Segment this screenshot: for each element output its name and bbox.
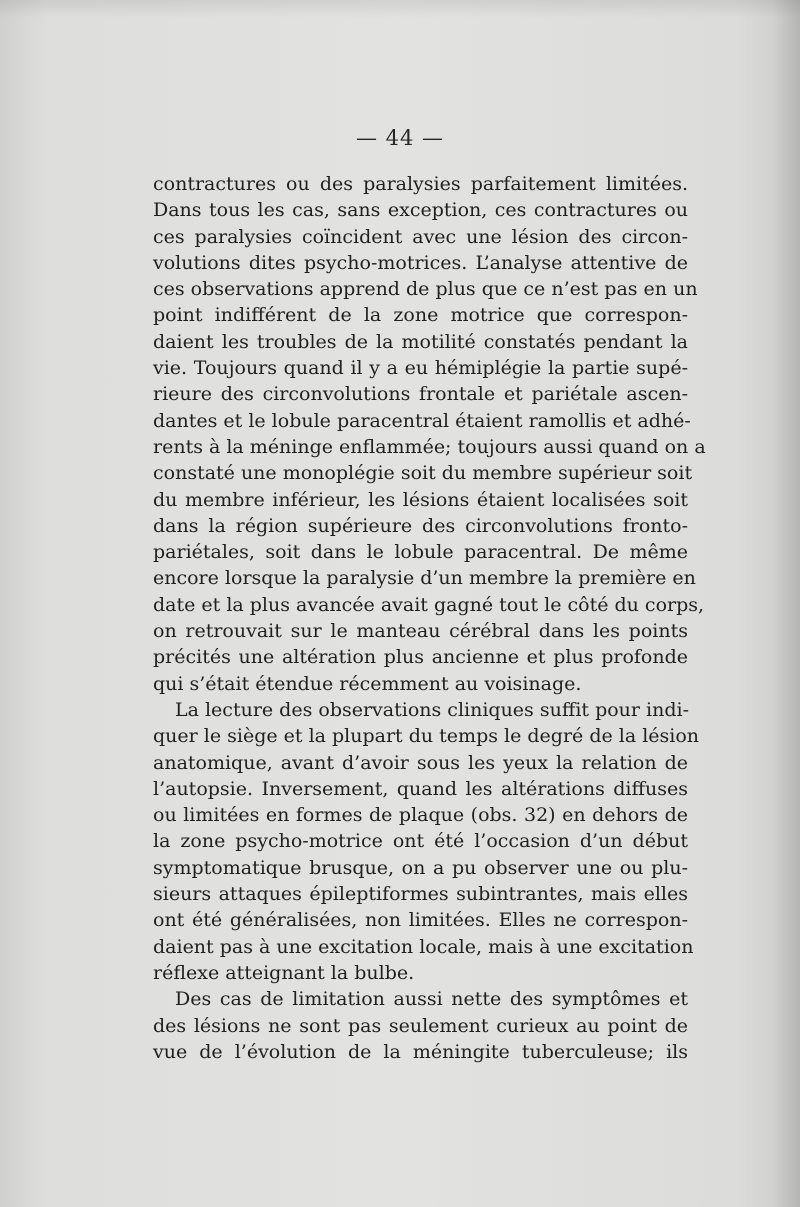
page-edge-shadow [772,0,800,1207]
text-line: rents à la méninge enflammée; toujours aussi quand on a [153,435,706,458]
text-line: La lecture des observations cliniques suffit pour indi- [175,698,690,721]
text-line: encore lorsque la paralysie d’un membre la première en [153,567,696,590]
text-line: la zone psycho-motrice ont été l’occasion d’un début [153,830,688,853]
text-line: précités une altération plus ancienne et plus profonde [153,646,688,669]
text-line: l’autopsie. Inversement, quand les altérations diffuses [153,777,688,800]
text-line: constaté une monoplégie soit du membre supérieur soit [153,462,693,485]
text-line: pariétales, soit dans le lobule paracentral. De même [153,541,688,564]
text-line: daient les troubles de la motilité constatés pendant la [153,330,688,353]
text-line: des lésions ne sont pas seulement curieux au point de [153,1014,688,1037]
text-line: rieure des circonvolutions frontale et pariétale ascen- [153,383,688,406]
text-line: date et la plus avancée avait gagné tout le côté du corps, [153,593,705,616]
text-line: ont été généralisées, non limitées. Elles ne correspon- [153,909,688,932]
text-line: dans la région supérieure des circonvolutions fronto- [153,514,688,537]
text-line: daient pas à une excitation locale, mais à une excitation [153,935,694,958]
text-line: on retrouvait sur le manteau cérébral dans les points [153,620,688,643]
text-line: vue de l’évolution de la méningite tuberculeuse; ils [153,1040,688,1063]
text-line: Dans tous les cas, sans exception, ces contractures ou [153,199,688,222]
text-line: ces observations apprend de plus que ce n’est pas en un [153,278,698,301]
text-line: du membre inférieur, les lésions étaient localisées soit [153,488,688,511]
page-top-shadow [0,0,800,18]
text-line: sieurs attaques épileptiformes subintrantes, mais elles [153,883,688,906]
text-line: contractures ou des paralysies parfaitement limitées. [153,173,688,195]
text-line: anatomique, avant d’avoir sous les yeux la relation de [153,751,688,774]
text-line: quer le siège et la plupart du temps le degré de la lésion [153,725,700,748]
text-line: ou limitées en formes de plaque (obs. 32) en dehors de [153,804,688,827]
text-line: volutions dites psycho-motrices. L’analyse attentive de [153,251,688,274]
page-number: — 44 — [355,126,445,150]
text-line: symptomatique brusque, on a pu observer une ou plu- [153,856,688,879]
text-line: Des cas de limitation aussi nette des symptômes et [175,988,688,1011]
text-line: vie. Toujours quand il y a eu hémiplégie la partie supé- [153,357,688,380]
text-line: point indifférent de la zone motrice que correspon- [153,304,688,327]
body-text [153,171,706,1065]
text-line: réflexe atteignant la bulbe. [153,961,415,984]
text-line: dantes et le lobule paracentral étaient ramollis et adhé- [153,409,691,432]
text-line: ces paralysies coïncident avec une lésion des circon- [153,225,688,248]
text-line: qui s’était étendue récemment au voisinage. [153,672,582,695]
